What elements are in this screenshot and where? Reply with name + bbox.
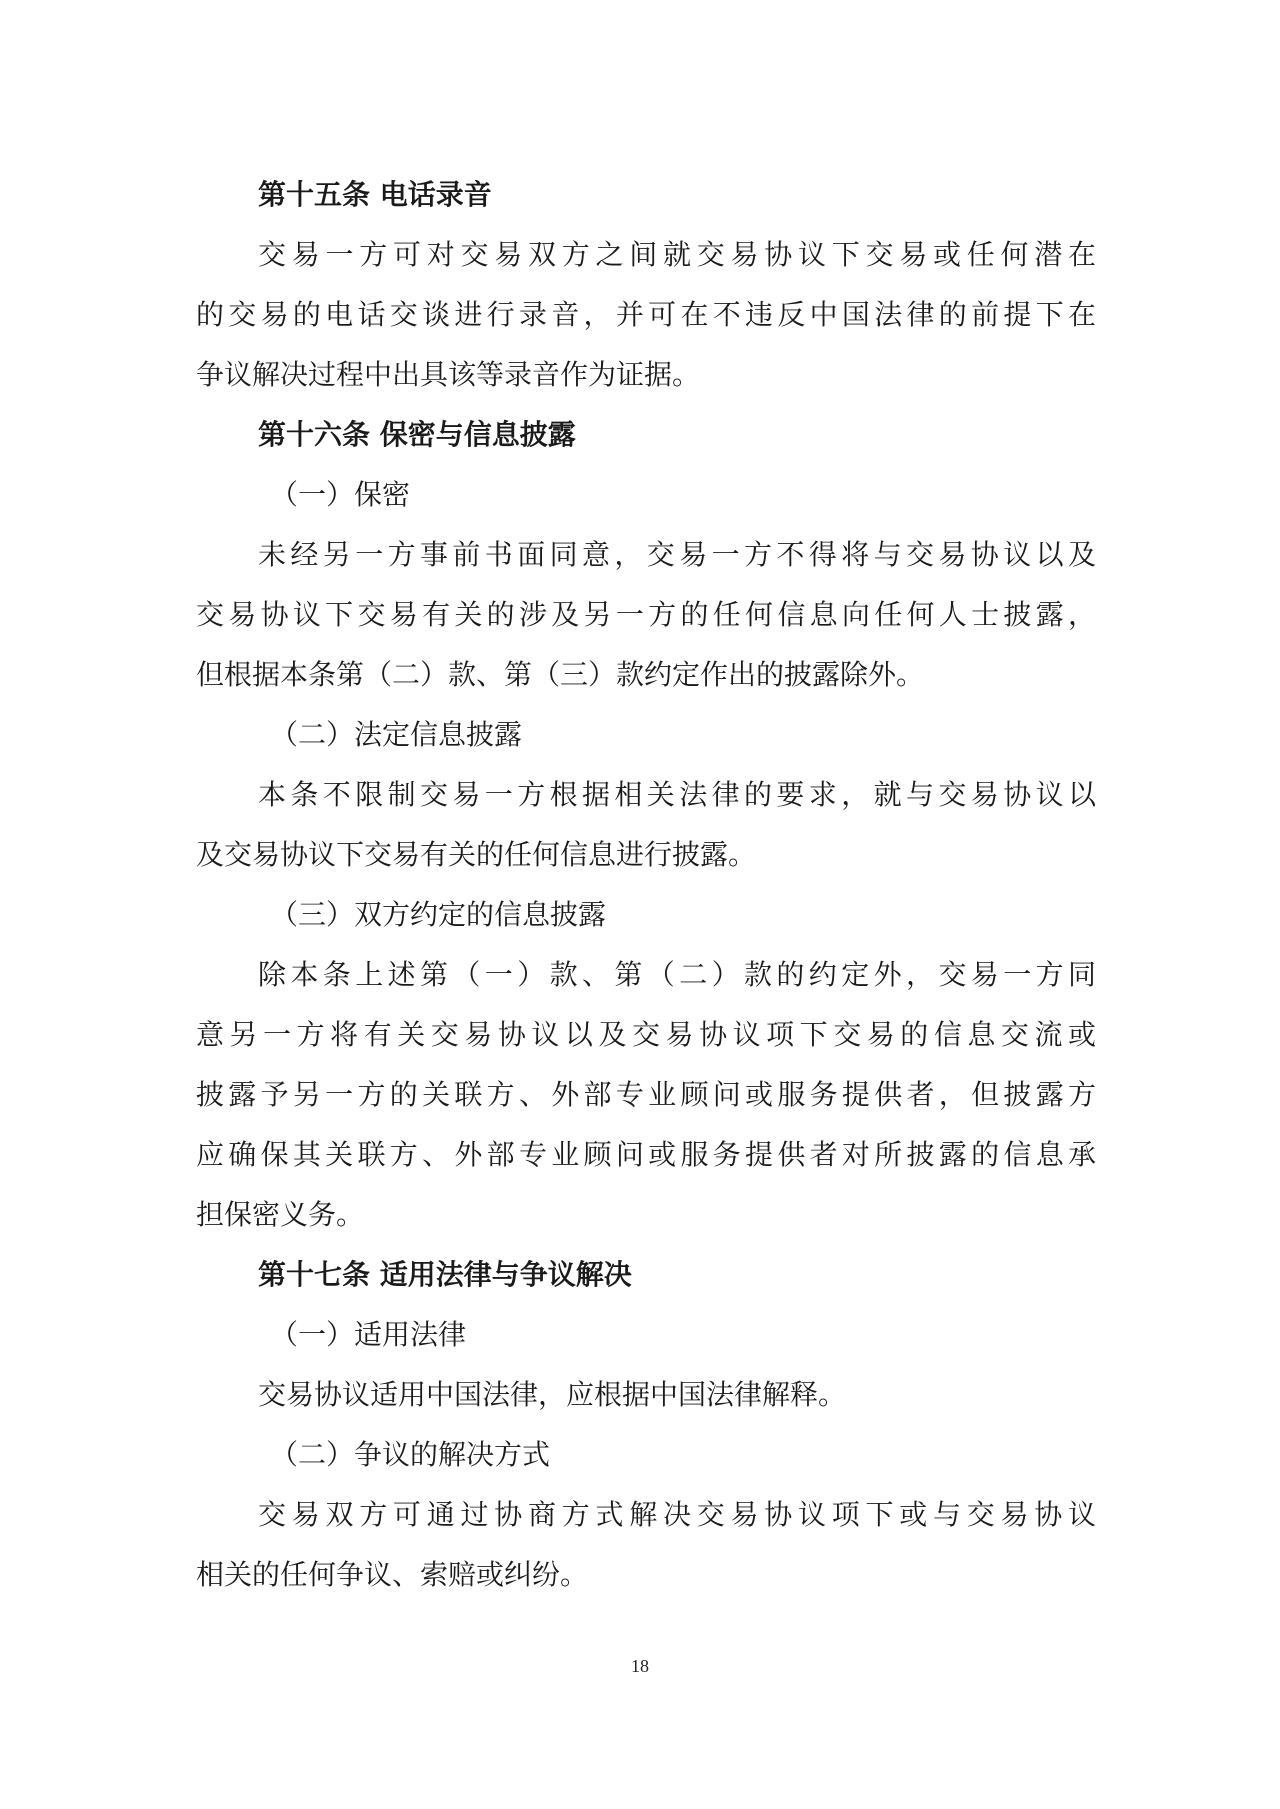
- article-16-heading: 第十六条 保密与信息披露: [258, 418, 576, 451]
- article-16-para1-line: 未经另一方事前书面同意，交易一方不得将与交易协议以及: [258, 538, 1096, 571]
- article-15-heading: 第十五条 电话录音: [258, 178, 492, 211]
- article-16-para3-line: 应确保其关联方、外部专业顾问或服务提供者对所披露的信息承: [196, 1138, 1096, 1171]
- article-16-para2-line: 本条不限制交易一方根据相关法律的要求，就与交易协议以: [258, 778, 1096, 811]
- article-16-para2-line: 及交易协议下交易有关的任何信息进行披露。: [196, 838, 757, 871]
- article-17-para2-line: 交易双方可通过协商方式解决交易协议项下或与交易协议: [258, 1498, 1096, 1531]
- article-17-para2-line: 相关的任何争议、索赔或纠纷。: [196, 1558, 589, 1591]
- article-16-subheading-3: （三）双方约定的信息披露: [270, 898, 607, 931]
- article-16-para1-line: 交易协议下交易有关的涉及另一方的任何信息向任何人士披露，: [196, 598, 1096, 631]
- article-17-heading: 第十七条 适用法律与争议解决: [258, 1258, 632, 1291]
- article-17-subheading-2: （二）争议的解决方式: [270, 1438, 551, 1471]
- document-page: [196, 165, 1096, 1605]
- article-17-subheading-1: （一）适用法律: [270, 1318, 467, 1351]
- article-16-subheading-1: （一）保密: [270, 478, 411, 511]
- article-16-para3-line: 除本条上述第（一）款、第（二）款的约定外，交易一方同: [258, 958, 1096, 991]
- article-15-para-line: 的交易的电话交谈进行录音，并可在不违反中国法律的前提下在: [196, 298, 1096, 331]
- article-16-para3-line: 披露予另一方的关联方、外部专业顾问或服务提供者，但披露方: [196, 1078, 1096, 1111]
- page-number: 18: [631, 1656, 649, 1676]
- article-16-subheading-2: （二）法定信息披露: [270, 718, 523, 751]
- article-16-para3-line: 意另一方将有关交易协议以及交易协议项下交易的信息交流或: [196, 1018, 1096, 1051]
- article-15-para-line: 争议解决过程中出具该等录音作为证据。: [196, 358, 701, 391]
- article-16-para3-line: 担保密义务。: [196, 1198, 365, 1231]
- article-16-para1-line: 但根据本条第（二）款、第（三）款约定作出的披露除外。: [196, 658, 925, 691]
- article-15-para-line: 交易一方可对交易双方之间就交易协议下交易或任何潜在: [258, 238, 1096, 271]
- article-17-para1-line: 交易协议适用中国法律，应根据中国法律解释。: [258, 1378, 847, 1411]
